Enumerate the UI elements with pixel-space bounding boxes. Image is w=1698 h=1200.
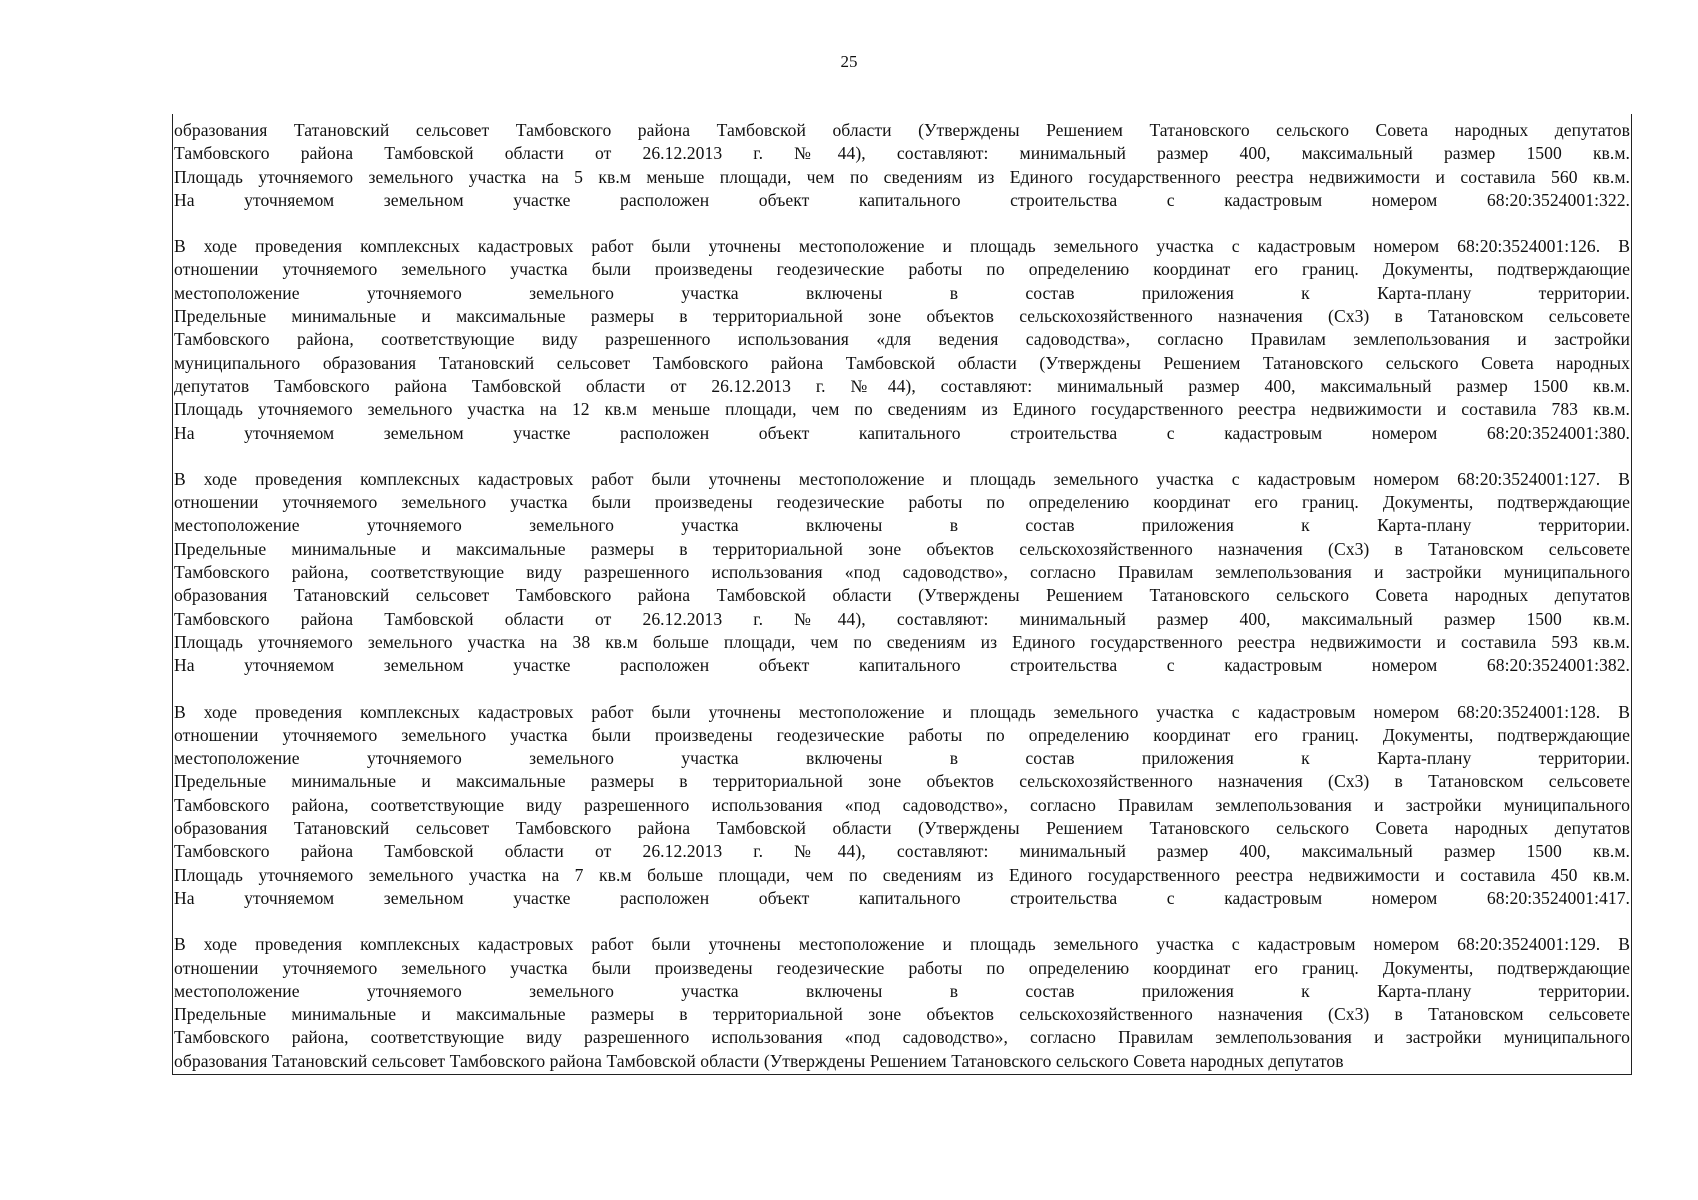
text-line: Площадь уточняемого земельного участка на 12 кв.м меньше площади, чем по сведениям из Единого государственного реестра недвижимости и составила 783 кв.м. bbox=[174, 399, 1630, 420]
text-line: Предельные минимальные и максимальные размеры в территориальной зоне объектов сельскохозяйственного назначения (Сх3) в Татановском сельсовете bbox=[174, 306, 1630, 327]
paragraph bbox=[174, 701, 1630, 911]
paragraph bbox=[174, 468, 1630, 678]
page-number: 25 bbox=[840, 52, 858, 71]
text-line: Тамбовского района Тамбовской области от 26.12.2013 г. №44), составляют: минимальный размер 400, максимальный размер 1500 кв.м. bbox=[174, 608, 1630, 629]
text-line: местоположение уточняемого земельного участка включены в состав приложения к Карта-плану территории. bbox=[174, 282, 1630, 303]
text-line: местоположение уточняемого земельного участка включены в состав приложения к Карта-плану территории. bbox=[174, 748, 1630, 769]
text-line: Площадь уточняемого земельного участка на 7 кв.м больше площади, чем по сведениям из Единого государственного реестра недвижимости и составила 450 кв.м. bbox=[174, 864, 1630, 885]
text-line: местоположение уточняемого земельного участка включены в состав приложения к Карта-плану территории. bbox=[174, 980, 1630, 1001]
text-line: отношении уточняемого земельного участка были произведены геодезические работы по определению координат его границ. Документы, подтверждающие bbox=[174, 492, 1630, 513]
paragraph bbox=[174, 933, 1630, 1073]
document-body bbox=[174, 119, 1630, 1096]
text-line: образования Татановский сельсовет Тамбовского района Тамбовской области (Утверждены Решением Татановского сельского Совета народных депутатов bbox=[174, 585, 1630, 606]
text-line: отношении уточняемого земельного участка были произведены геодезические работы по определению координат его границ. Документы, подтверждающие bbox=[174, 957, 1630, 978]
text-line: В ходе проведения комплексных кадастровых работ были уточнены местоположение и площадь земельного участка с кадастровым номером 68:20:3524001:129. В bbox=[174, 934, 1630, 955]
text-line: Тамбовского района, соответствующие виду разрешенного использования «под садоводство», согласно Правилам землепользования и застройки муниципального bbox=[174, 1027, 1630, 1048]
text-line: Тамбовского района, соответствующие виду разрешенного использования «под садоводство», согласно Правилам землепользования и застройки муниципального bbox=[174, 562, 1630, 583]
text-line: В ходе проведения комплексных кадастровых работ были уточнены местоположение и площадь земельного участка с кадастровым номером 68:20:3524001:126. В bbox=[174, 236, 1630, 257]
text-line: Предельные минимальные и максимальные размеры в территориальной зоне объектов сельскохозяйственного назначения (Сх3) в Татановском сельсовете bbox=[174, 1004, 1630, 1025]
text-line: отношении уточняемого земельного участка были произведены геодезические работы по определению координат его границ. Документы, подтверждающие bbox=[174, 259, 1630, 280]
text-line: Предельные минимальные и максимальные размеры в территориальной зоне объектов сельскохозяйственного назначения (Сх3) в Татановском сельсовете bbox=[174, 771, 1630, 792]
text-line: местоположение уточняемого земельного участка включены в состав приложения к Карта-плану территории. bbox=[174, 515, 1630, 536]
paragraph bbox=[174, 235, 1630, 445]
text-line: Площадь уточняемого земельного участка на 38 кв.м больше площади, чем по сведениям из Единого государственного реестра недвижимости и составила 593 кв.м. bbox=[174, 631, 1630, 652]
text-line: На уточняемом земельном участке расположен объект капитального строительства с кадастровым номером 68:20:3524001:380. bbox=[174, 422, 1630, 443]
text-line: Тамбовского района Тамбовской области от 26.12.2013 г. №44), составляют: минимальный размер 400, максимальный размер 1500 кв.м. bbox=[174, 841, 1630, 862]
text-line: В ходе проведения комплексных кадастровых работ были уточнены местоположение и площадь земельного участка с кадастровым номером 68:20:3524001:128. В bbox=[174, 701, 1630, 722]
text-line: Тамбовского района Тамбовской области от 26.12.2013 г. №44), составляют: минимальный размер 400, максимальный размер 1500 кв.м. bbox=[174, 143, 1630, 164]
text-line: На уточняемом земельном участке расположен объект капитального строительства с кадастровым номером 68:20:3524001:417. bbox=[174, 887, 1630, 908]
text-line: депутатов Тамбовского района Тамбовской области от 26.12.2013 г. №44), составляют: минимальный размер 400, максимальный размер 1500 кв.м. bbox=[174, 375, 1630, 396]
text-line: На уточняемом земельном участке расположен объект капитального строительства с кадастровым номером 68:20:3524001:322. bbox=[174, 189, 1630, 210]
text-line: Тамбовского района, соответствующие виду разрешенного использования «под садоводство», согласно Правилам землепользования и застройки муниципального bbox=[174, 794, 1630, 815]
text-line: На уточняемом земельном участке расположен объект капитального строительства с кадастровым номером 68:20:3524001:382. bbox=[174, 655, 1630, 676]
text-line: образования Татановский сельсовет Тамбовского района Тамбовской области (Утверждены Решением Татановского сельского Совета народных депутатов bbox=[174, 120, 1630, 140]
paragraph bbox=[174, 119, 1630, 212]
text-line: В ходе проведения комплексных кадастровых работ были уточнены местоположение и площадь земельного участка с кадастровым номером 68:20:3524001:127. В bbox=[174, 468, 1630, 489]
text-line: образования Татановский сельсовет Тамбовского района Тамбовской области (Утверждены Решением Татановского сельского Совета народных депутатов bbox=[174, 1050, 1344, 1071]
text-line: отношении уточняемого земельного участка были произведены геодезические работы по определению координат его границ. Документы, подтверждающие bbox=[174, 724, 1630, 745]
text-line: Предельные минимальные и максимальные размеры в территориальной зоне объектов сельскохозяйственного назначения (Сх3) в Татановском сельсовете bbox=[174, 538, 1630, 559]
text-line: образования Татановский сельсовет Тамбовского района Тамбовской области (Утверждены Решением Татановского сельского Совета народных депутатов bbox=[174, 818, 1630, 839]
text-line: муниципального образования Татановский сельсовет Тамбовского района Тамбовской области (Утверждены Решением Татановского сельского Совета народных bbox=[174, 352, 1630, 373]
text-line: Площадь уточняемого земельного участка на 5 кв.м меньше площади, чем по сведениям из Единого государственного реестра недвижимости и составила 560 кв.м. bbox=[174, 166, 1630, 187]
text-line: Тамбовского района, соответствующие виду разрешенного использования «для ведения садоводства», согласно Правилам землепользования и застройки bbox=[174, 329, 1630, 350]
